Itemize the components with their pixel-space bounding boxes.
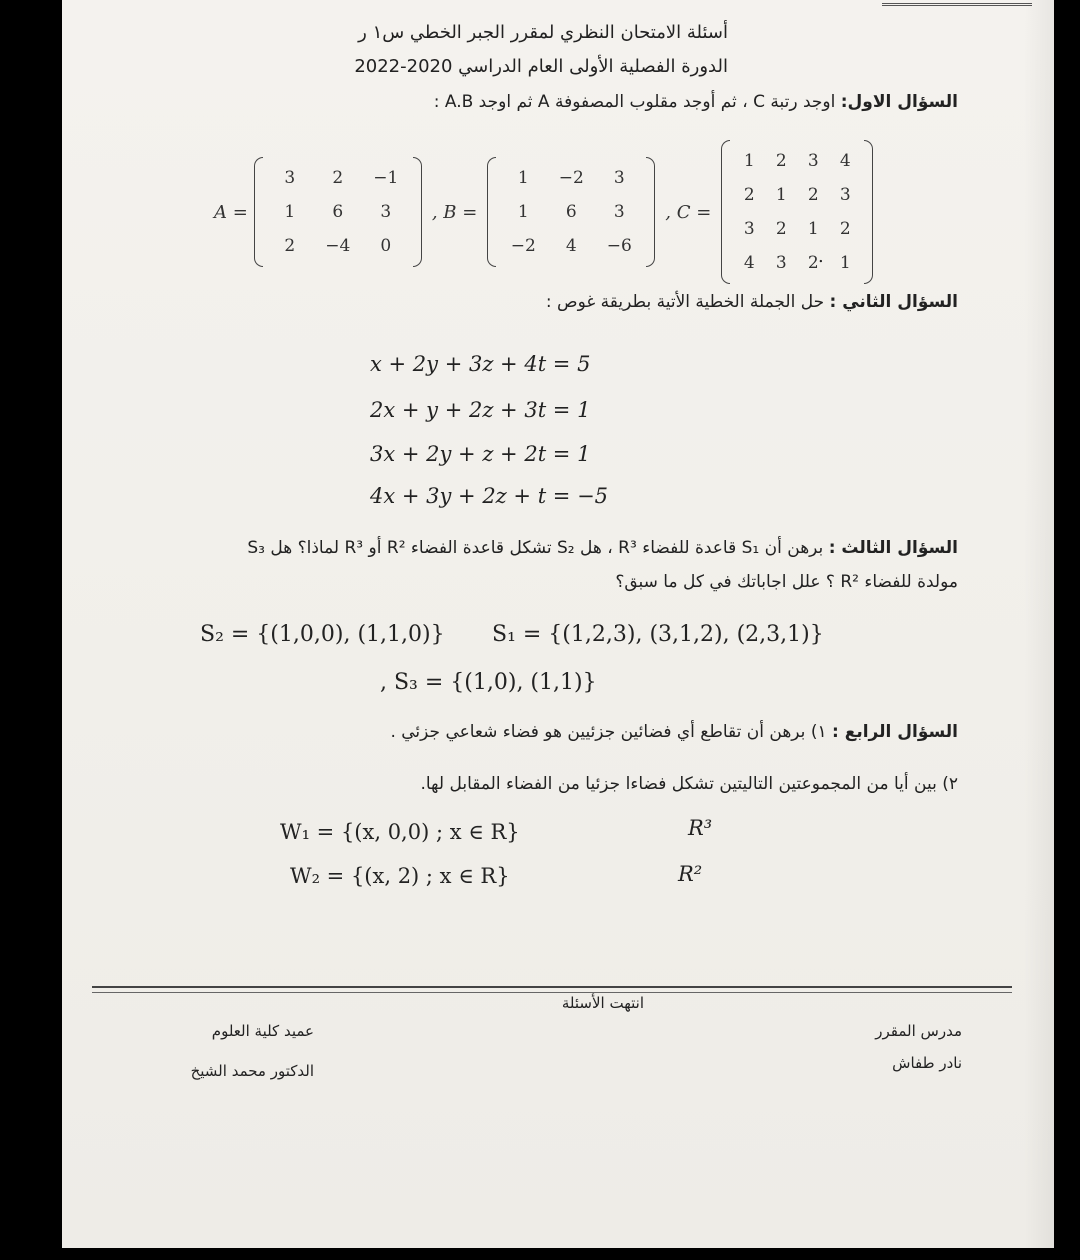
q3-text-1: برهن أن S₁ قاعدة للفضاء R³ ، هل S₂ تشكل قاعدة الفضاء R² أو R³ لماذا؟ هل S₃ <box>247 538 824 558</box>
matrix-c-cell: 3 <box>775 253 787 273</box>
matrix-b-cell: 3 <box>613 168 625 188</box>
matrix-b-label: , B = <box>431 201 478 223</box>
set-w1: W₁ = {(x, 0,0) ; x ∈ R} <box>280 820 520 844</box>
set-w2: W₂ = {(x, 2) ; x ∈ R} <box>290 864 510 888</box>
set-s3: , S₃ = {(1,0), (1,1)} <box>380 670 597 695</box>
matrix-b-cell: −2 <box>558 168 584 188</box>
equation: x + 2y + 3z + 4t = 5 <box>370 352 591 376</box>
matrix-a-cell: 6 <box>332 202 344 222</box>
dean-name: الدكتور محمد الشيخ <box>190 1062 314 1080</box>
exam-header-line2: الدورة الفصلية الأولى العام الدراسي 2020-2022 <box>354 56 728 77</box>
matrix-a <box>254 157 422 267</box>
space-w2: R² <box>678 862 703 886</box>
space-w1: R³ <box>688 816 713 840</box>
matrix-c-cell: 4 <box>743 253 755 273</box>
end-of-questions: انتهت الأسئلة <box>561 994 644 1012</box>
matrix-b-cell: 3 <box>613 202 625 222</box>
paper-fold-shadow <box>1024 0 1054 1248</box>
q1-text: اوجد رتبة C ، ثم أوجد مقلوب المصفوفة A ثم اوجد A.B : <box>433 92 836 112</box>
footer-rule <box>92 986 1012 988</box>
matrix-b <box>487 157 655 267</box>
exam-paper <box>62 0 1054 1248</box>
matrix-a-cell: −4 <box>325 236 351 256</box>
matrix-c-cell: 3 <box>743 219 755 239</box>
matrix-c-cell: 2 <box>775 219 787 239</box>
matrix-a-label: A = <box>214 201 248 223</box>
q4-line2: ٢) بين أيا من المجموعتين التاليتين تشكل فضاءا جزئيا من الفضاء المقابل لها. <box>420 774 958 794</box>
q4-part1: ١) برهن أن تقاطع أي فضائين جزئيين هو فضاء شعاعي جزئي . <box>390 722 827 742</box>
matrix-a-cell: 3 <box>284 168 296 188</box>
footer-rule-2 <box>92 992 1012 993</box>
q3-line1 <box>247 538 958 558</box>
matrix-c-cell: 1 <box>839 253 851 273</box>
matrix-c-cell: 1 <box>743 151 755 171</box>
matrix-c-cell: 2 <box>775 151 787 171</box>
q2-text: حل الجملة الخطية الأتية بطريقة غوص : <box>545 292 825 312</box>
q4-label: السؤال الرابع : <box>832 722 958 742</box>
matrix-b-cell: −6 <box>606 236 632 256</box>
matrix-c-cell: 2 <box>839 219 851 239</box>
q4-line1 <box>390 722 958 742</box>
q3-line2: مولدة للفضاء R² ؟ علل اجاباتك في كل ما سبق؟ <box>615 572 958 592</box>
equation: 2x + y + 2z + 3t = 1 <box>370 398 591 422</box>
q1-label: السؤال الاول: <box>840 92 958 112</box>
q1-line <box>434 92 958 112</box>
matrix-b-cell: 1 <box>517 168 529 188</box>
q1-matrices <box>214 140 873 284</box>
matrix-c-cell: 2 <box>807 253 819 273</box>
matrix-a-cell: 1 <box>284 202 296 222</box>
matrix-a-cell: 0 <box>380 236 392 256</box>
equation: 4x + 3y + 2z + t = −5 <box>370 484 609 508</box>
set-s1: S₁ = {(1,2,3), (3,1,2), (2,3,1)} <box>492 622 824 647</box>
q1-end-dot: . <box>818 246 824 267</box>
equation: 3x + 2y + z + 2t = 1 <box>370 442 591 466</box>
top-rule <box>882 3 1032 6</box>
dean-title: عميد كلية العلوم <box>211 1022 314 1040</box>
instructor-name: نادر طفاش <box>892 1054 962 1072</box>
matrix-b-cell: 1 <box>517 202 529 222</box>
matrix-c-cell: 3 <box>839 185 851 205</box>
matrix-c-cell: 4 <box>839 151 851 171</box>
matrix-b-cell: 4 <box>565 236 577 256</box>
q2-line <box>546 292 958 312</box>
set-s2: S₂ = {(1,0,0), (1,1,0)} <box>200 622 445 647</box>
matrix-c-cell: 2 <box>743 185 755 205</box>
matrix-b-cell: −2 <box>510 236 536 256</box>
matrix-c-cell: 1 <box>775 185 787 205</box>
instructor-title: مدرس المقرر <box>875 1022 962 1040</box>
matrix-c-label: , C = <box>665 201 712 223</box>
q2-label: السؤال الثاني : <box>829 292 958 312</box>
exam-header-line1: أسئلة الامتحان النظري لمقرر الجبر الخطي س١ ر <box>358 22 728 43</box>
matrix-c-cell: 1 <box>807 219 819 239</box>
matrix-c <box>721 140 873 284</box>
matrix-a-cell: 3 <box>380 202 392 222</box>
matrix-c-cell: 2 <box>807 185 819 205</box>
matrix-a-cell: 2 <box>332 168 344 188</box>
matrix-c-cell: 3 <box>807 151 819 171</box>
q3-label: السؤال الثالث : <box>828 538 958 558</box>
matrix-a-cell: 2 <box>284 236 296 256</box>
matrix-a-cell: −1 <box>373 168 399 188</box>
matrix-b-cell: 6 <box>565 202 577 222</box>
